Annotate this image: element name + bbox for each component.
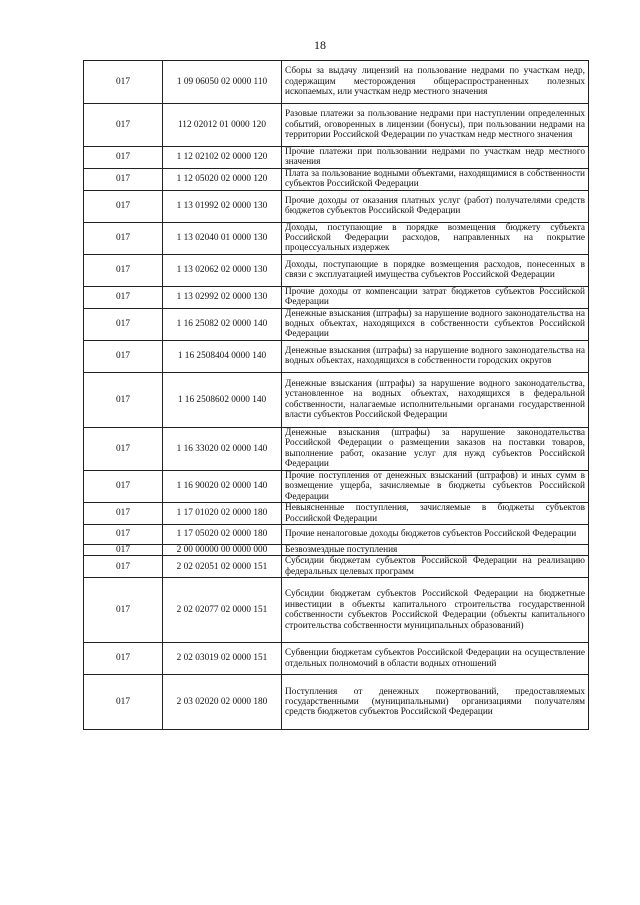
revenue-name-cell: Прочие поступления от денежных взысканий (штрафов) и иных сумм в возмещение ущерба, зачисляемые в бюджеты субъектов Российской Федерации xyxy=(282,470,589,502)
table-row xyxy=(84,340,589,372)
revenue-name-cell: Доходы, поступающие в порядке возмещения расходов, понесенных в связи с эксплуатацией имущества субъектов Российской Федерации xyxy=(282,254,589,286)
revenue-code-cell: 112 02012 01 0000 120 xyxy=(163,104,282,147)
table-row xyxy=(84,427,589,470)
revenue-code-cell: 1 16 33020 02 0000 140 xyxy=(163,427,282,470)
revenue-code-cell: 1 13 02992 02 0000 130 xyxy=(163,286,282,308)
revenue-code-cell: 1 09 06050 02 0000 110 xyxy=(163,61,282,104)
admin-code-cell: 017 xyxy=(84,308,163,340)
revenue-code-cell: 2 00 00000 00 0000 000 xyxy=(163,544,282,555)
revenue-name-cell: Безвозмездные поступления xyxy=(282,544,589,555)
revenue-name-cell: Субвенции бюджетам субъектов Российской Федерации на осуществление отдельных полномочий в области водных отношений xyxy=(282,643,589,675)
revenue-name-cell: Прочие доходы от компенсации затрат бюджетов субъектов Российской Федерации xyxy=(282,286,589,308)
page-number: 18 xyxy=(314,38,326,52)
table-row xyxy=(84,524,589,544)
revenue-name-cell: Денежные взыскания (штрафы) за нарушение водного законодательства на водных объектах, находящихся в собственности субъектов Российской Федерации xyxy=(282,308,589,340)
admin-code-cell: 017 xyxy=(84,61,163,104)
admin-code-cell: 017 xyxy=(84,578,163,643)
table-row xyxy=(84,254,589,286)
revenue-name-cell: Денежные взыскания (штрафы) за нарушение водного законодательства на водных объектах, находящихся в собственности городских округов xyxy=(282,340,589,372)
admin-code-cell: 017 xyxy=(84,556,163,578)
revenue-code-cell: 2 02 02051 02 0000 151 xyxy=(163,556,282,578)
admin-code-cell: 017 xyxy=(84,675,163,730)
table-row xyxy=(84,286,589,308)
table-row xyxy=(84,544,589,555)
admin-code-cell: 017 xyxy=(84,503,163,525)
revenue-name-cell: Субсидии бюджетам субъектов Российской Федерации на реализацию федеральных целевых программ xyxy=(282,556,589,578)
admin-code-cell: 017 xyxy=(84,340,163,372)
table-row xyxy=(84,308,589,340)
admin-code-cell: 017 xyxy=(84,286,163,308)
admin-code-cell: 017 xyxy=(84,524,163,544)
table-row xyxy=(84,470,589,502)
table-row xyxy=(84,222,589,254)
revenue-code-cell: 1 13 01992 02 0000 130 xyxy=(163,190,282,222)
revenue-code-cell: 1 16 25082 02 0000 140 xyxy=(163,308,282,340)
revenue-code-cell: 2 02 02077 02 0000 151 xyxy=(163,578,282,643)
revenue-code-cell: 1 12 02102 02 0000 120 xyxy=(163,147,282,169)
revenue-name-cell: Прочие платежи при пользовании недрами по участкам недр местного значения xyxy=(282,147,589,169)
table-row xyxy=(84,190,589,222)
admin-code-cell: 017 xyxy=(84,427,163,470)
table-row xyxy=(84,372,589,427)
revenue-name-cell: Субсидии бюджетам субъектов Российской Федерации на бюджетные инвестиции в объекты капитального строительства государственной собственности субъектов Российской Федерации (объекты капитального строительства собственности муниципальных образований) xyxy=(282,578,589,643)
admin-code-cell: 017 xyxy=(84,544,163,555)
revenue-code-cell: 1 16 2508404 0000 140 xyxy=(163,340,282,372)
table-row xyxy=(84,61,589,104)
revenue-code-cell: 1 16 90020 02 0000 140 xyxy=(163,470,282,502)
table-row xyxy=(84,643,589,675)
revenue-name-cell: Плата за пользование водными объектами, находящимися в собственности субъектов Российской Федерации xyxy=(282,168,589,190)
revenue-name-cell: Прочие доходы от оказания платных услуг (работ) получателями средств бюджетов субъектов Российской Федерации xyxy=(282,190,589,222)
revenue-name-cell: Прочие неналоговые доходы бюджетов субъектов Российской Федерации xyxy=(282,524,589,544)
table-row xyxy=(84,578,589,643)
table-row xyxy=(84,556,589,578)
admin-code-cell: 017 xyxy=(84,190,163,222)
revenue-code-cell: 1 17 01020 02 0000 180 xyxy=(163,503,282,525)
table-row xyxy=(84,675,589,730)
admin-code-cell: 017 xyxy=(84,147,163,169)
revenue-code-cell: 1 16 2508602 0000 140 xyxy=(163,372,282,427)
admin-code-cell: 017 xyxy=(84,222,163,254)
revenue-name-cell: Поступления от денежных пожертвований, предоставляемых государственными (муниципальными) организациями получателям средств бюджетов субъектов Российской Федерации xyxy=(282,675,589,730)
revenue-code-cell: 1 13 02062 02 0000 130 xyxy=(163,254,282,286)
table-row xyxy=(84,168,589,190)
admin-code-cell: 017 xyxy=(84,104,163,147)
revenue-code-cell: 1 13 02040 01 0000 130 xyxy=(163,222,282,254)
revenue-codes-table xyxy=(83,60,589,730)
table-row xyxy=(84,147,589,169)
table-row xyxy=(84,503,589,525)
revenue-name-cell: Доходы, поступающие в порядке возмещения бюджету субъекта Российской Федерации расходов, направленных на покрытие процессуальных издержек xyxy=(282,222,589,254)
revenue-name-cell: Разовые платежи за пользование недрами при наступлении определенных событий, оговоренных в лицензии (бонусы), при пользовании недрами на территории Российской Федерации по участкам недр местного значения xyxy=(282,104,589,147)
revenue-code-cell: 2 03 02020 02 0000 180 xyxy=(163,675,282,730)
admin-code-cell: 017 xyxy=(84,372,163,427)
admin-code-cell: 017 xyxy=(84,470,163,502)
table-row xyxy=(84,104,589,147)
revenue-name-cell: Денежные взыскания (штрафы) за нарушение водного законодательства, установленное на водных объектах, находящихся в федеральной собственности, налагаемые исполнительными органами государственной власти субъектов Российской Федерации xyxy=(282,372,589,427)
revenue-name-cell: Невыясненные поступления, зачисляемые в бюджеты субъектов Российской Федерации xyxy=(282,503,589,525)
revenue-code-cell: 2 02 03019 02 0000 151 xyxy=(163,643,282,675)
admin-code-cell: 017 xyxy=(84,643,163,675)
admin-code-cell: 017 xyxy=(84,254,163,286)
revenue-code-cell: 1 12 05020 02 0000 120 xyxy=(163,168,282,190)
admin-code-cell: 017 xyxy=(84,168,163,190)
revenue-code-cell: 1 17 05020 02 0000 180 xyxy=(163,524,282,544)
revenue-name-cell: Сборы за выдачу лицензий на пользование недрами по участкам недр, содержащим месторождения общераспространенных полезных ископаемых, или участкам недр местного значения xyxy=(282,61,589,104)
revenue-name-cell: Денежные взыскания (штрафы) за нарушение законодательства Российской Федерации о размещении заказов на поставки товаров, выполнение работ, оказание услуг для нужд субъектов Российской Федерации xyxy=(282,427,589,470)
